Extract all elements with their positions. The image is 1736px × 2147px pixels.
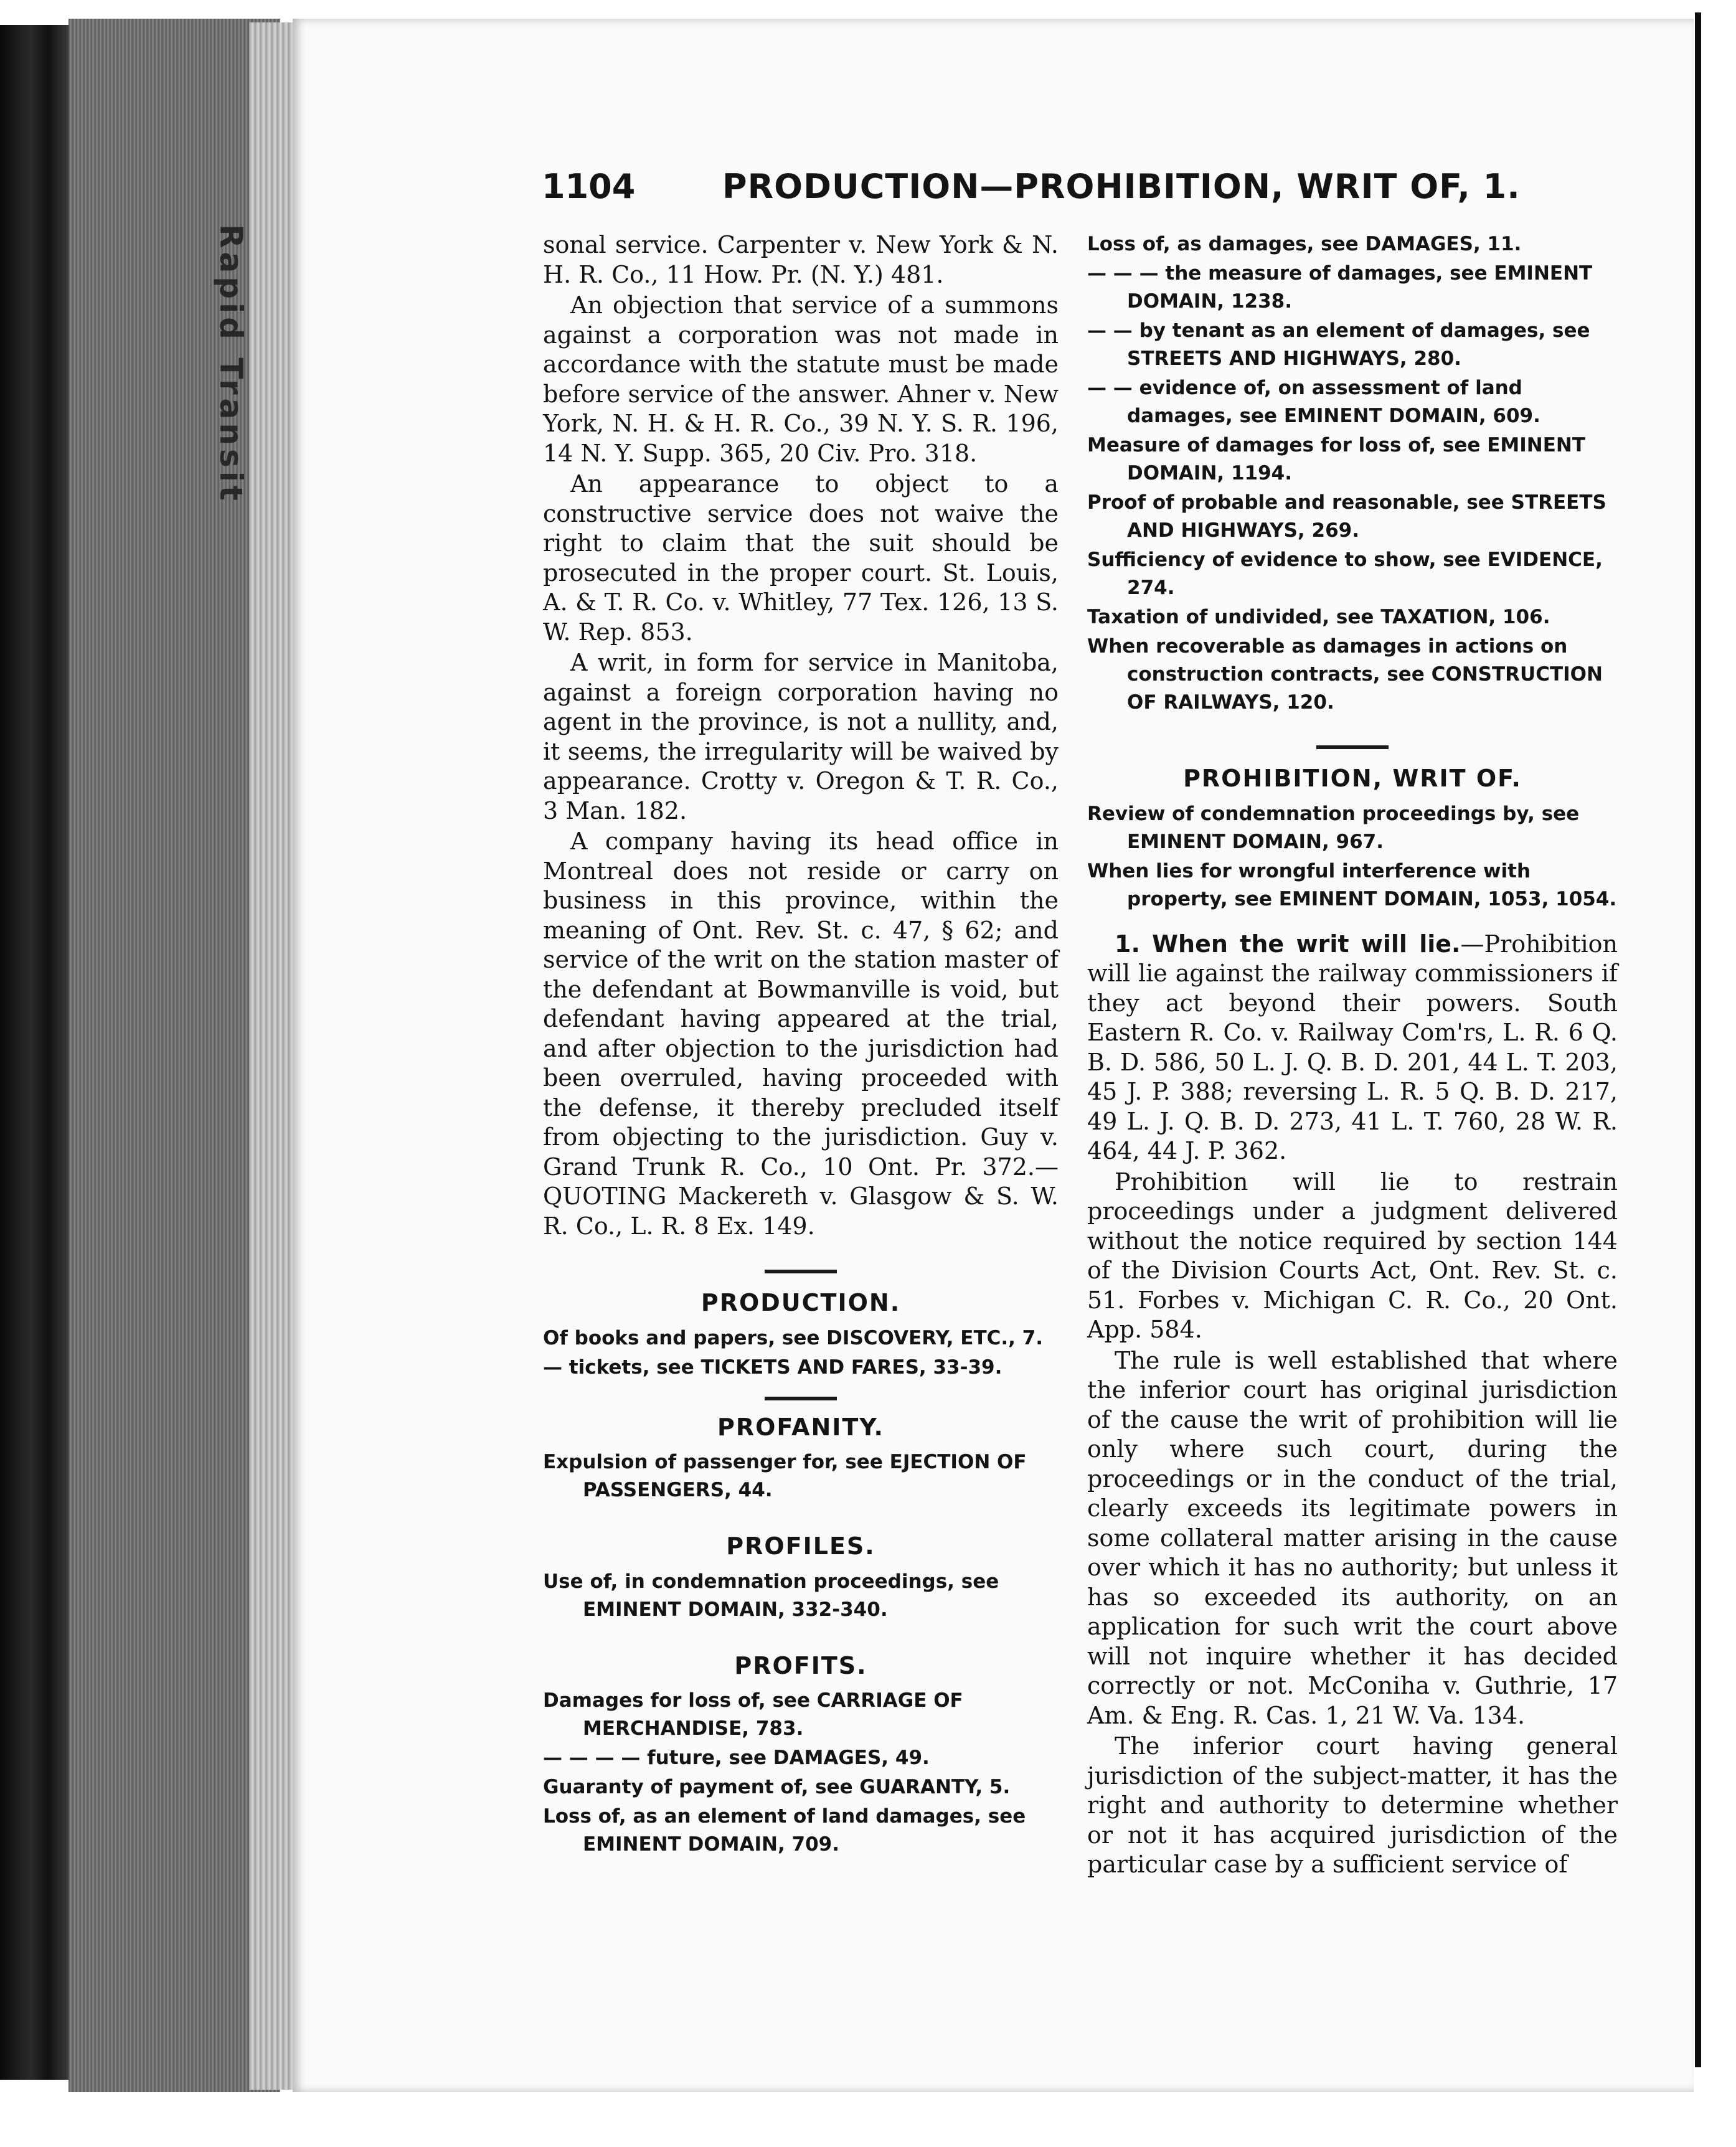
paragraph: An objection that service of a summons against a corporation was not made in accordance with the statute must be made before service of the answer. Ahner v. New York, N. H. & H. R. Co., 39 N. Y. S. R. 196, 14 N. Y. Supp. 365, 20 Civ. Pro. 318. [543, 291, 1059, 467]
paragraph: The inferior court having general jurisdiction of the subject-matter, it has the right and authority to determine whether or not it has acquired jurisdiction of the particular case by a sufficient service of [1087, 1732, 1618, 1878]
paragraph: A writ, in form for service in Manitoba, against a foreign corporation having no agent in the province, is not a nullity, and, it seems, the irregularity will be waived by appearance. Crotty v. Oregon & T. R. Co., 3 Man. 182. [543, 649, 1059, 824]
index-entry: Of books and papers, see DISCOVERY, ETC., 7. [543, 1326, 1044, 1349]
paragraph [1087, 930, 1618, 1166]
page-header [542, 167, 1521, 223]
subsection-heading: 1. When the writ will lie. [1115, 930, 1461, 958]
paragraph: The rule is well established that where the inferior court has original jurisdiction of the cause the writ of prohibition will lie only where such court, during the proceedings or in the conduct of the trial, clearly exceeds its legitimate powers in some collateral matter arising in the cause over which it has no authority; but unless it has so exceeded its authority, on an application for such writ the court above will not inquire whether it has decided correctly or not. McConiha v. Guthrie, 17 Am. & Eng. R. Cas. 1, 21 W. Va. 134. [1087, 1346, 1618, 1729]
section-heading-production: PRODUCTION. [701, 1289, 901, 1316]
book-spine [0, 25, 68, 2080]
spine-label: Rapid Transit [213, 224, 249, 504]
index-entry: — — evidence of, on assessment of land damages, see EMINENT DOMAIN, 609. [1087, 377, 1540, 427]
page-number: 1104 [542, 167, 636, 206]
section-heading-profanity: PROFANITY. [717, 1413, 884, 1441]
index-entry: Use of, in condemnation proceedings, see EMINENT DOMAIN, 332-340. [543, 1570, 999, 1621]
index-entry: Review of condemnation proceedings by, see EMINENT DOMAIN, 967. [1087, 802, 1580, 853]
paragraph: sonal service. Carpenter v. New York & N. H. R. Co., 11 How. Pr. (N. Y.) 481. [543, 231, 1059, 288]
index-entry: When recoverable as damages in actions on construction contracts, see CONSTRUCTION OF RAILWAYS, 120. [1087, 635, 1603, 714]
section-divider [765, 1270, 837, 1273]
section-heading-prohibition: PROHIBITION, WRIT OF. [1183, 765, 1522, 792]
paragraph-text: —Prohibition will lie against the railway commissioners if they act beyond their powers. South Eastern R. Co. v. Railway Com'rs, L. R. 6 Q. B. D. 586, 50 L. J. Q. B. D. 201, 44 L. T. 203, 45 J. P. 388; reversing L. R. 5 Q. B. D. 217, 49 L. J. Q. B. D. 273, 41 L. T. 760, 28 W. R. 464, 44 J. P. 362. [1087, 930, 1618, 1164]
section-divider [1316, 745, 1389, 749]
left-column [543, 230, 1059, 1860]
index-entry: — — — — future, see DAMAGES, 49. [543, 1747, 930, 1769]
running-title: PRODUCTION—PROHIBITION, WRIT OF, 1. [722, 167, 1521, 206]
index-entry: Loss of, as damages, see DAMAGES, 11. [1087, 233, 1522, 255]
right-column [1087, 230, 1618, 1881]
index-entry: Sufficiency of evidence to show, see EVIDENCE, 274. [1087, 549, 1603, 599]
section-heading-profits: PROFITS. [734, 1651, 867, 1679]
index-entry: Damages for loss of, see CARRIAGE OF MERCHANDISE, 783. [543, 1689, 963, 1740]
section-divider [765, 1397, 837, 1400]
index-entry: When lies for wrongful interference with property, see EMINENT DOMAIN, 1053, 1054. [1087, 859, 1617, 910]
index-entry: Measure of damages for loss of, see EMINENT DOMAIN, 1194. [1087, 434, 1585, 484]
index-entry: Proof of probable and reasonable, see STREETS AND HIGHWAYS, 269. [1087, 491, 1606, 542]
section-heading-profiles: PROFILES. [726, 1532, 875, 1560]
index-entry: Taxation of undivided, see TAXATION, 106. [1087, 606, 1550, 628]
index-entry: — — — the measure of damages, see EMINENT DOMAIN, 1238. [1087, 262, 1593, 313]
paragraph: An appearance to object to a constructive service does not waive the right to claim that the suit should be prosecuted in the proper court. St. Louis, A. & T. R. Co. v. Whitley, 77 Tex. 126, 13 S. W. Rep. 853. [543, 470, 1059, 646]
index-entry: — — by tenant as an element of damages, see STREETS AND HIGHWAYS, 280. [1087, 319, 1590, 370]
paragraph: A company having its head office in Montreal does not reside or carry on business in this province, within the meaning of Ont. Rev. St. c. 47, § 62; and service of the writ on the station master of the defendant at Bowmanville is void, but defendant having appeared at the trial, and after objection to the jurisdiction had been overruled, having proceeded with the defense, it thereby precluded itself from objecting to the jurisdiction. Guy v. Grand Trunk R. Co., 10 Ont. Pr. 372.—QUOTING Mackereth v. Glasgow & S. W. R. Co., L. R. 8 Ex. 149. [543, 828, 1059, 1240]
index-entry: Guaranty of payment of, see GUARANTY, 5. [543, 1776, 1011, 1798]
paragraph: Prohibition will lie to restrain proceedings under a judgment delivered without the notice required by section 144 of the Division Courts Act, Ont. Rev. St. c. 51. Forbes v. Michigan C. R. Co., 20 Ont. App. 584. [1087, 1168, 1618, 1343]
index-entry: — tickets, see TICKETS AND FARES, 33-39. [543, 1356, 1002, 1379]
page-edges-inner [249, 22, 293, 2090]
index-entry: Loss of, as an element of land damages, see EMINENT DOMAIN, 709. [543, 1805, 1026, 1856]
page-border-right [1695, 12, 1701, 2067]
index-entry: Expulsion of passenger for, see EJECTION OF PASSENGERS, 44. [543, 1451, 1027, 1501]
